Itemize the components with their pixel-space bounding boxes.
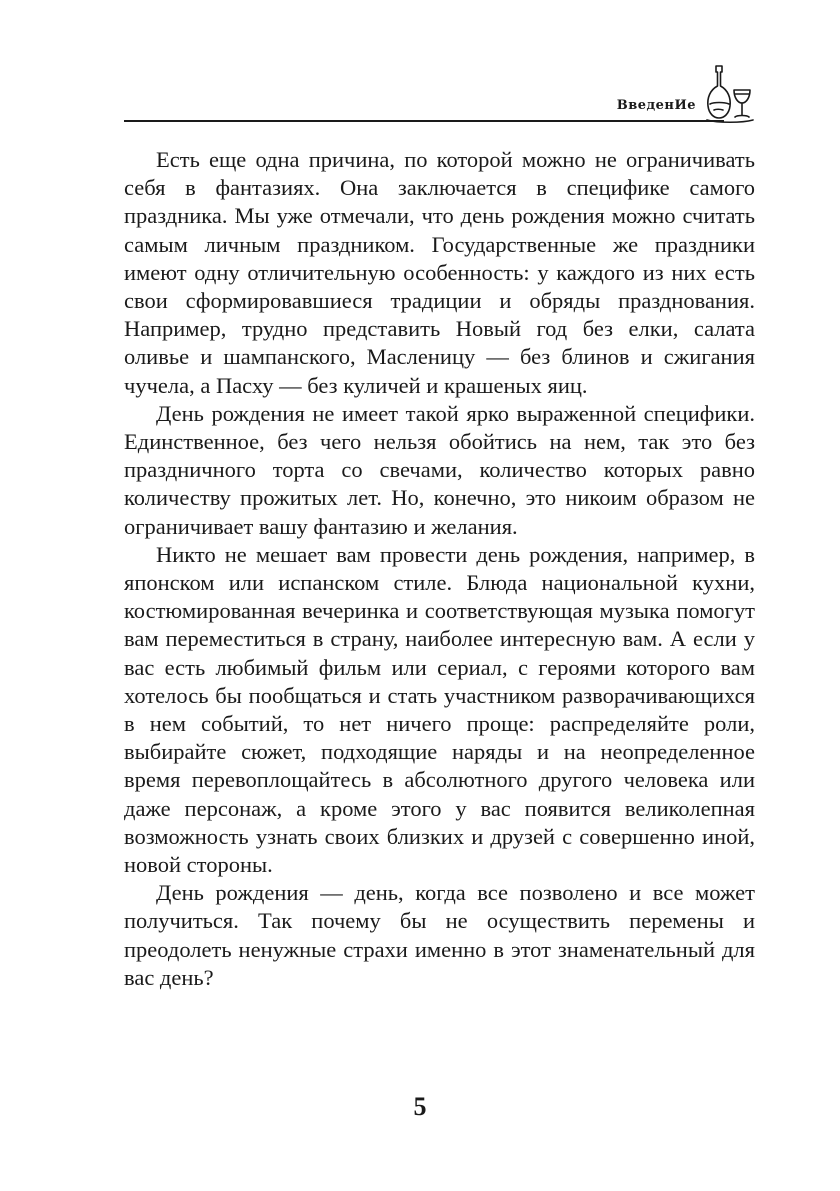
glass-and-bottle-icon — [706, 60, 754, 124]
paragraph: День рождения — день, когда все позволено и все может получиться. Так почему бы не осуществить перемены и преодолеть ненужные страхи именно в этот знаменательный для вас день? — [124, 880, 755, 990]
header-rule — [124, 120, 724, 122]
body-text — [124, 146, 755, 992]
running-header — [124, 60, 754, 124]
paragraph: День рождения не имеет такой ярко выраженной специфики. Единственное, без чего нельзя обойтись на нем, так это без праздничного торта со свечами, количество которых равно количеству прожитых лет. Но, конечно, это никоим образом не ограничивает вашу фантазию и желания. — [124, 400, 755, 539]
section-title: ВведенИе — [616, 98, 696, 113]
paragraph: Никто не мешает вам провести день рождения, например, в японском или испанском стиле. Блюда национальной кухни, костюмированная вечеринка и соответствующая музыка помогут вам переместиться в страну, наиболее интересную вам. А если у вас есть любимый фильм или сериал, с героями которого вам хотелось бы пообщаться и стать участником разворачивающихся в нем событий, то нет ничего проще: распределяйте роли, выбирайте сюжет, подходящие наряды и на неопределенное время перевоплощайтесь в абсолютного другого человека или даже персонаж, а кроме этого у вас появится великолепная возможность узнать своих близких и друзей с совершенно иной, новой стороны. — [124, 541, 755, 878]
paragraph: Есть еще одна причина, по которой можно не ограничивать себя в фантазиях. Она заключается в специфике самого праздника. Мы уже отмечали, что день рождения можно считать самым личным праздником. Государственные же праздники имеют одну отличительную особенность: у каждого из них есть свои сформировавшиеся традиции и обряды празднования. Например, трудно представить Новый год без елки, салата оливье и шампанского, Масленицу — без блинов и сжигания чучела, а Пасху — без куличей и крашеных яиц. — [124, 147, 755, 398]
page-number: 5 — [413, 1092, 427, 1121]
